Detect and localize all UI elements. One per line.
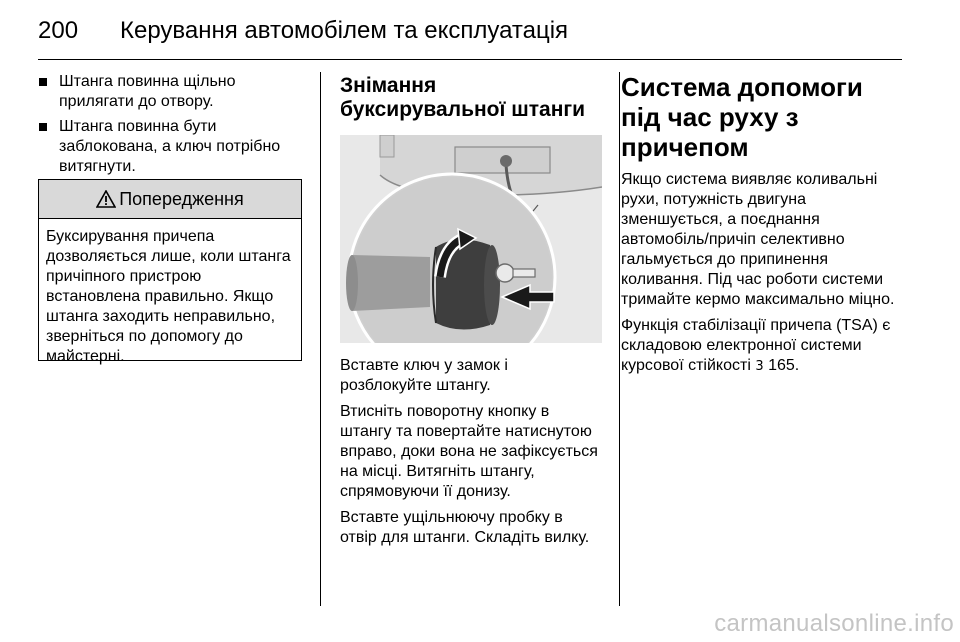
- instructions: [340, 356, 602, 554]
- warning-text: Буксирування причепа дозволяється лише, коли штанга причіпного пристрою встановлена правильно. Якщо штанга заходить неправильно, зверніться по допомогу до майстерні.: [46, 228, 291, 365]
- list-item: [38, 117, 302, 177]
- section-heading: Знімання буксирувальної штанги: [340, 74, 586, 121]
- header-divider: [38, 59, 902, 60]
- section-heading-main: Система допомоги під час руху з причепом: [621, 72, 863, 162]
- warning-header: [39, 180, 301, 219]
- paragraph: Якщо система виявляє коливальні рухи, потужність двигуна зменшується, а поєднання автомобіль/причіп селективно гальмується до припинення коливання. Під час роботи системи тримайте кермо максимально міцно.: [621, 171, 895, 308]
- list-item-text: Штанга повинна бути заблокована, а ключ потрібно витягнути.: [59, 118, 281, 175]
- square-bullet-icon: [39, 123, 47, 131]
- column-1: [38, 72, 302, 365]
- column-divider-2: [619, 72, 620, 606]
- paragraph: Вставте ключ у замок і розблокуйте штангу.: [340, 357, 508, 394]
- bullet-list: [38, 72, 302, 177]
- list-item: [38, 72, 302, 112]
- warning-box: [38, 179, 302, 365]
- warning-title: Попередження: [119, 188, 244, 209]
- paragraph: Вставте ущільнюючу пробку в отвір для штанги. Складіть вилку.: [340, 509, 590, 546]
- page-number: 200: [38, 17, 79, 44]
- paragraph: [621, 316, 903, 377]
- watermark: carmanualsonline.info: [714, 610, 954, 637]
- column-2: [340, 72, 602, 546]
- column-3: [621, 72, 903, 383]
- chapter-title: Керування автомобілем та експлуатація: [120, 17, 569, 44]
- page-reference-triangle-icon: 3: [755, 359, 764, 374]
- warning-triangle-icon: [96, 190, 116, 208]
- paragraph: Втисніть поворотну кнопку в штангу та повертайте натиснутою вправо, доки вона не зафіксується на місці. Витягніть штангу, спрямовуючи її донизу.: [340, 403, 598, 500]
- paragraph-text: Функція стабілізації причепа (TSA) є складовою електронної системи курсової стійкості: [621, 317, 891, 374]
- square-bullet-icon: [39, 78, 47, 86]
- column-divider-1: [320, 72, 321, 606]
- list-item-text: Штанга повинна щільно прилягати до отвору.: [59, 73, 236, 110]
- page-header: [38, 14, 902, 48]
- tow-bar-illustration-svg: [340, 135, 602, 343]
- page-reference-link[interactable]: 165.: [768, 357, 800, 374]
- tow-bar-lock-illustration: [340, 135, 602, 343]
